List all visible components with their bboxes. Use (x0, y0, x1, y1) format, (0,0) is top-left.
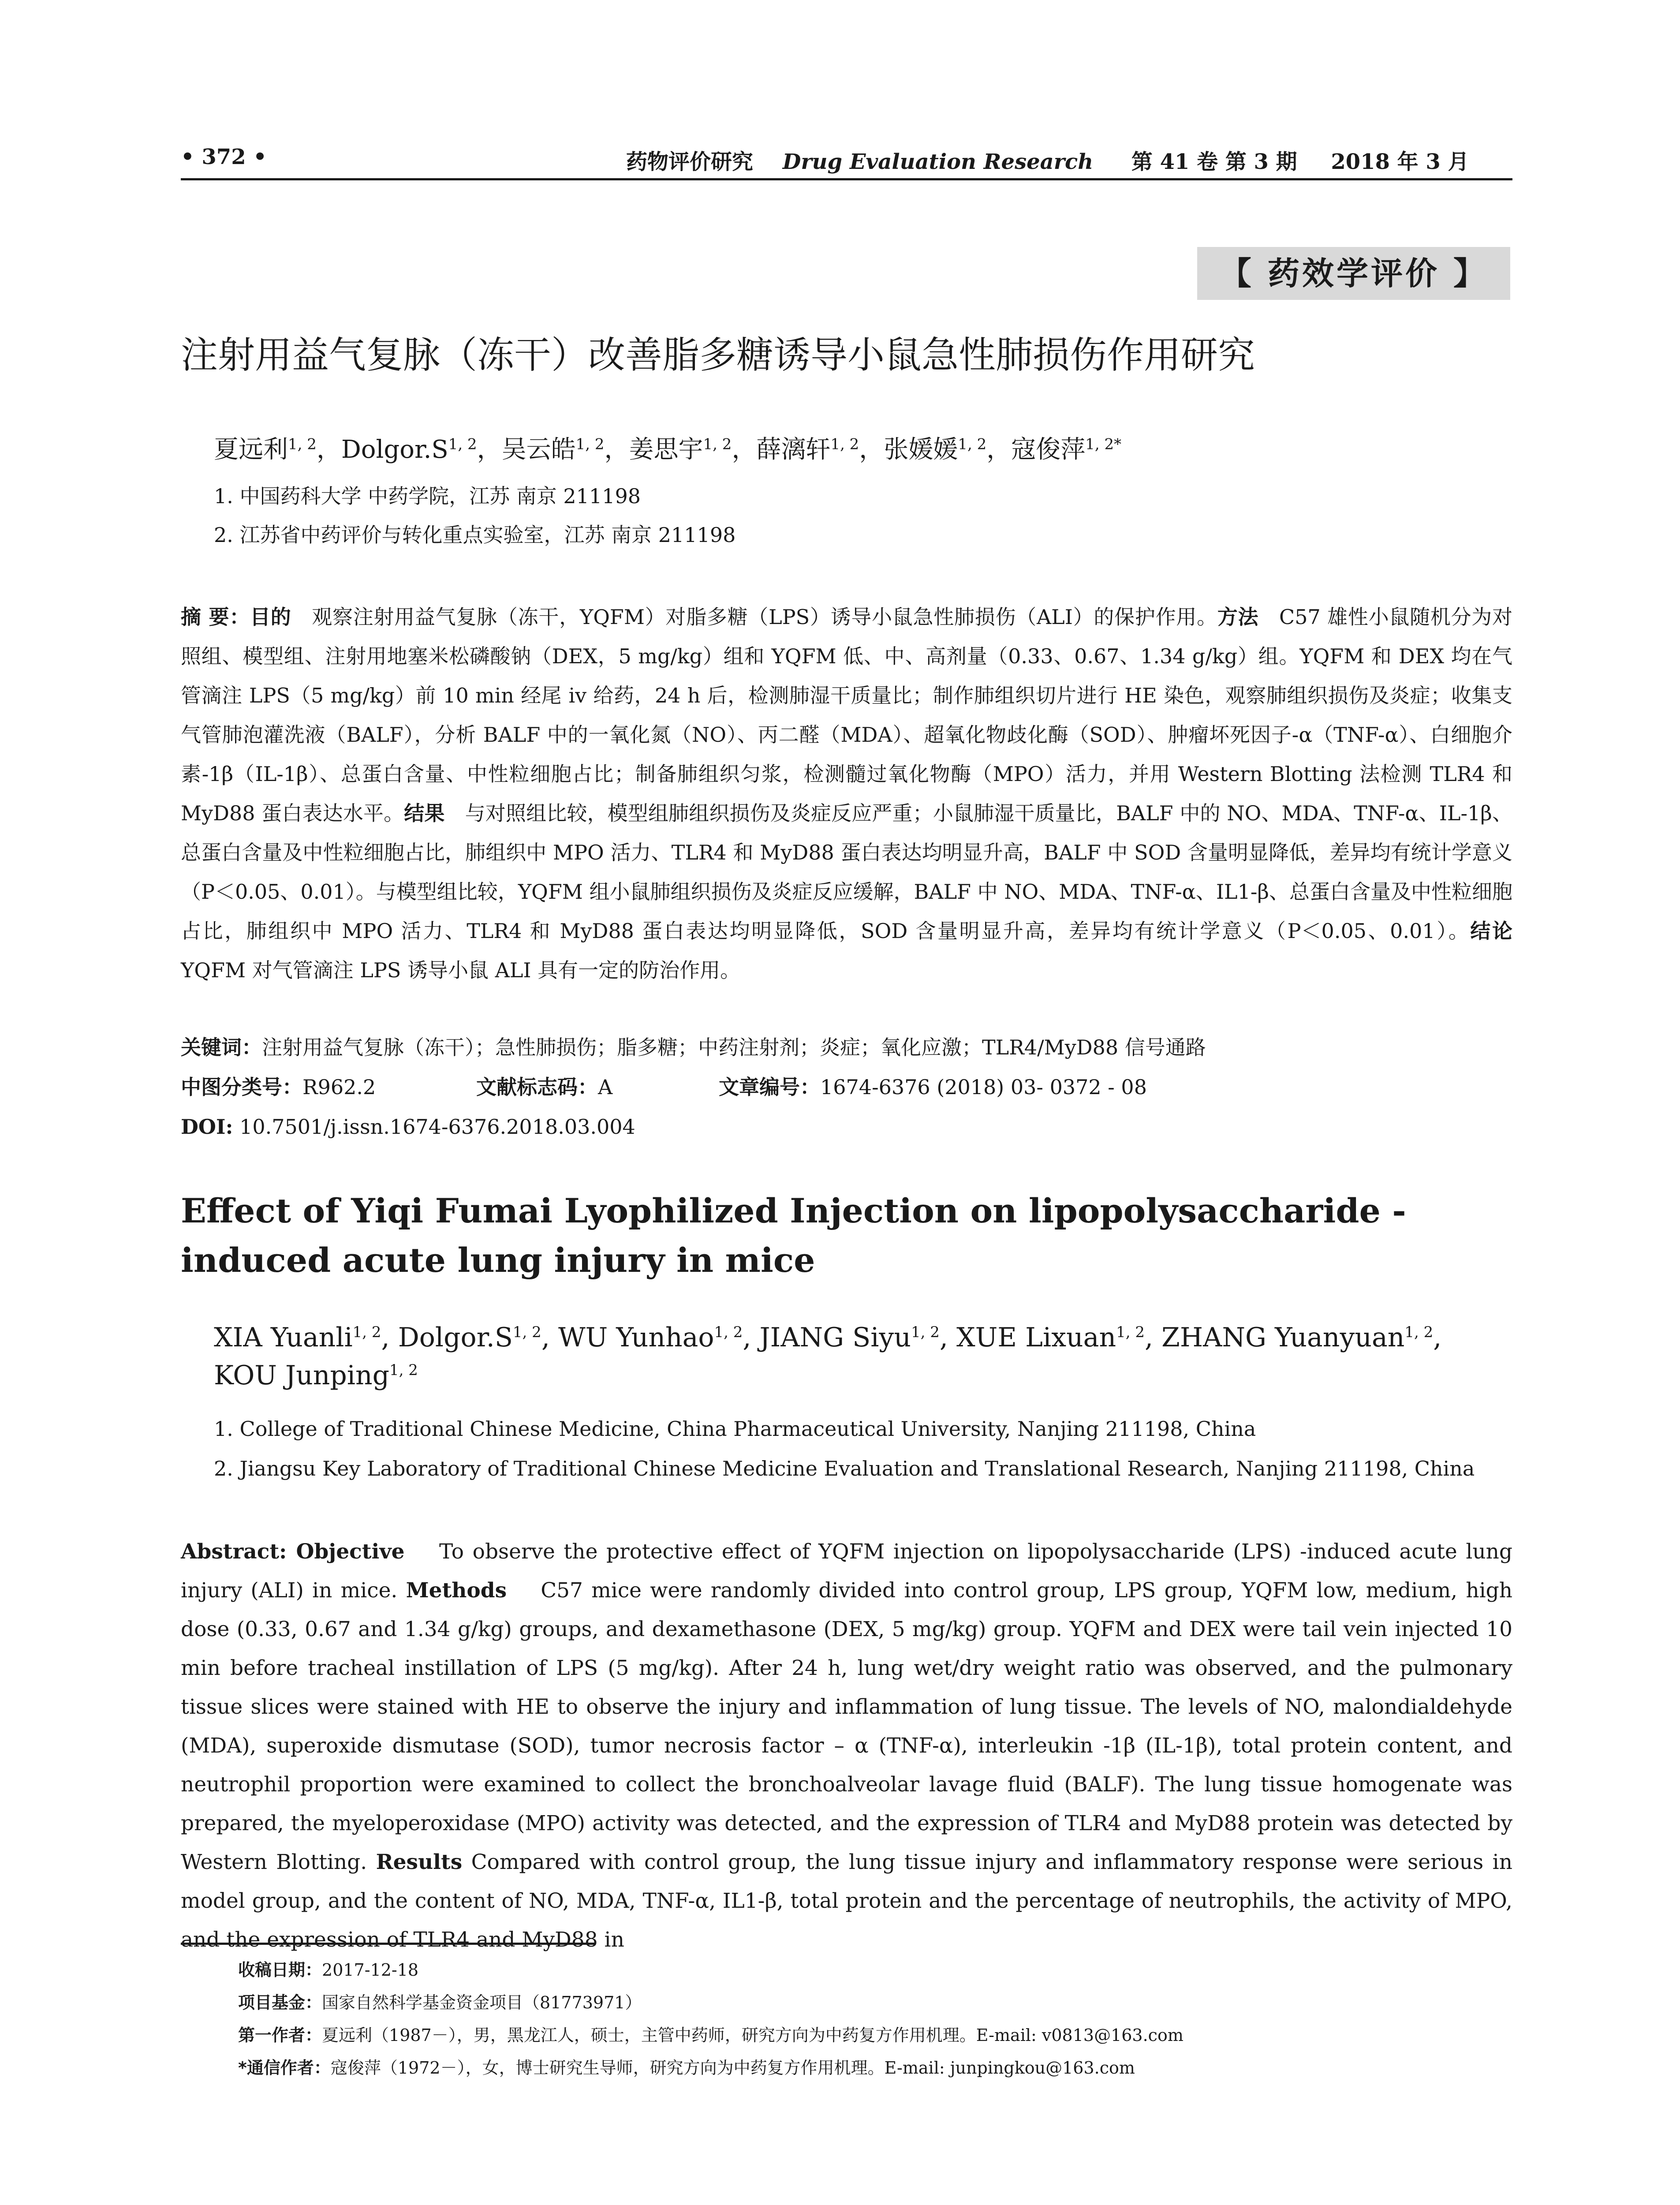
doi-value[interactable]: 10.7501/j.issn.1674-6376.2018.03.004 (239, 1115, 635, 1139)
author-en: WU Yunhao$^{1, 2}$, (558, 1322, 760, 1353)
abstract-en-label: Abstract: (181, 1540, 296, 1564)
objective-en-label: Objective (296, 1540, 405, 1564)
doi-label: DOI: (181, 1115, 233, 1139)
results-en-label: Results (376, 1850, 463, 1874)
author-cn: $Dolgor.S^{1, 2}$， (341, 435, 502, 464)
results-text: 与对照组比较，模型组肺组织损伤及炎症反应严重；小鼠肺湿干质量比，BALF 中的 NO、MDA、TNF-α、IL-1β、总蛋白含量及中性粒细胞占比，肺组织中 MPO 活力、TLR4 和 MyD88 蛋白表达均明显升高，BALF 中 SOD 含量明显降低，差异均有统计学意义（P＜0.05、0.01）。与模型组比较，YQFM 组小鼠肺组织损伤及炎症反应缓解，BALF 中 NO、MDA、TNF-α、IL1-β、总蛋白含量及中性粒细胞占比，肺组织中 MPO 活力、TLR4 和 MyD88 蛋白表达均明显降低，SOD 含量明显升高，差异均有统计学意义（P＜0.05、0.01）。 (181, 801, 1513, 943)
conclusion-label: 结论 (1470, 919, 1513, 943)
footnote-first-author: 第一作者：夏远利（1987－），男，黑龙江人，硕士，主管中药师，研究方向为中药复方作用机理。E-mail: v0813@163.com (238, 2026, 1183, 2045)
footnote-corresponding-author: *通信作者：寇俊萍（1972－），女，博士研究生导师，研究方向为中药复方作用机理。E-mail: junpingkou@163.com (238, 2058, 1135, 2078)
results-label: 结果 (404, 801, 445, 825)
page-number: • 372 • (181, 145, 267, 169)
footnote-funding: 项目基金：国家自然科学基金资金项目（81773971） (238, 1993, 642, 2012)
footnote-received: 收稿日期：2017-12-18 (238, 1960, 419, 1980)
affiliation-en-1: 1. College of Traditional Chinese Medicine, China Pharmaceutical University, Nanjing 211198, China (214, 1417, 1256, 1441)
methods-en-text: C57 mice were randomly divided into control group, LPS group, YQFM low, medium, high dose (0.33, 0.67 and 1.34 g/kg) groups, and dexamethasone (DEX, 5 mg/kg) group. YQFM and DEX were tail vein injected 10 min before tracheal instillation of LPS (5 mg/kg). After 24 h, lung wet/dry weight ratio was observed, and the pulmonary tissue slices were stained with HE to observe the injury and inflammation of lung tissue. The levels of NO, malondialdehyde (MDA), superoxide dismutase (SOD), tumor necrosis factor – α (TNF-α), interleukin -1β (IL-1β), total protein content, and neutrophil proportion were examined to collect the bronchoalveolar lavage fluid (BALF). The lung tissue homogenate was prepared, the myeloperoxidase (MPO) activity was detected, and the expression of TLR4 and MyD88 protein was detected by Western Blotting. (181, 1578, 1512, 1874)
footnotes (238, 1954, 1517, 2084)
affiliation-cn-1: 1. 中国药科大学 中药学院，江苏 南京 211198 (214, 484, 641, 508)
author-cn: 寇俊萍$^{1, 2*}$ (1011, 435, 1122, 464)
journal-name-cn: 药物评价研究 (626, 149, 754, 174)
objective-label: 目的 (250, 605, 291, 629)
journal-issue: 第 41 卷 第 3 期 (1131, 149, 1297, 174)
doc-code: 文献标志码：A (476, 1075, 613, 1099)
abstract-cn-label: 摘 要： (181, 605, 250, 629)
results-en-text: Compared with control group, the lung tissue injury and inflammatory response were serious in model group, and the content of NO, MDA, TNF-α, IL1-β, total protein and the percentage of neutrophils, the activity of MPO, and the expression of TLR4 and MyD88 in (181, 1850, 1512, 1952)
author-en: $Dolgor.S^{1, 2}$, (398, 1322, 558, 1353)
keywords-text: 注射用益气复脉（冻干）；急性肺损伤；脂多糖；中药注射剂；炎症；氧化应激；TLR4/MyD88 信号通路 (262, 1035, 1206, 1059)
objective-text: 观察注射用益气复脉（冻干，YQFM）对脂多糖（LPS）诱导小鼠急性肺损伤（ALI）的保护作用。 (312, 605, 1217, 629)
journal-name-en: Drug Evaluation Research (782, 149, 1094, 174)
author-cn: 夏远利$^{1, 2}$， (214, 435, 341, 464)
authors-cn (214, 430, 1519, 470)
keywords-cn (181, 1032, 1512, 1063)
objective-en-text: To observe the protective effect of YQFM injection on lipopolysaccharide (LPS) -induced acute lung injury (ALI) in mice. (181, 1540, 1512, 1603)
author-en: KOU Junping$^{1, 2}$ (214, 1360, 418, 1391)
abstract-en (181, 1532, 1512, 1959)
author-cn: 薛漓轩$^{1, 2}$， (756, 435, 884, 464)
title-en: Effect of Yiqi Fumai Lyophilized Injection on lipopolysaccharide - induced acute lung injury in mice (181, 1191, 1406, 1280)
classification-line (181, 1072, 1512, 1102)
journal-date: 2018 年 3 月 (1331, 149, 1469, 174)
conclusion-text: YQFM 对气管滴注 LPS 诱导小鼠 ALI 具有一定的防治作用。 (181, 958, 741, 982)
author-en: ZHANG Yuanyuan$^{1, 2}$, (1161, 1322, 1442, 1353)
author-en: XUE Lixuan$^{1, 2}$, (956, 1322, 1162, 1353)
methods-text: C57 雄性小鼠随机分为对照组、模型组、注射用地塞米松磷酸钠（DEX，5 mg/kg）组和 YQFM 低、中、高剂量（0.33、0.67、1.34 g/kg）组。YQFM 和 DEX 均在气管滴注 LPS（5 mg/kg）前 10 min 经尾 iv 给药，24 h 后，检测肺湿干质量比；制作肺组织切片进行 HE 染色，观察肺组织损伤及炎症；收集支气管肺泡灌洗液（BALF），分析 BALF 中的一氧化氮（NO）、丙二醛（MDA）、超氧化物歧化酶（SOD）、肿瘤坏死因子-α（TNF-α）、白细胞介素-1β（IL-1β）、总蛋白含量、中性粒细胞占比；制备肺组织匀浆，检测髓过氧化物酶（MPO）活力，并用 Western Blotting 法检测 TLR4 和 MyD88 蛋白表达水平。 (181, 605, 1513, 825)
author-cn: 张媛媛$^{1, 2}$， (884, 435, 1012, 464)
affiliation-cn-2: 2. 江苏省中药评价与转化重点实验室，江苏 南京 211198 (214, 523, 736, 547)
header-journal-info (626, 145, 1469, 175)
abstract-cn (181, 598, 1512, 990)
clc-code: 中图分类号：R962.2 (181, 1075, 376, 1099)
author-en: XIA Yuanli$^{1, 2}$, (214, 1322, 398, 1353)
author-cn: 姜思宇$^{1, 2}$， (629, 435, 757, 464)
methods-label: 方法 (1217, 605, 1259, 629)
running-header (181, 140, 1512, 180)
keywords-label: 关键词： (181, 1035, 262, 1059)
footnote-divider (181, 1943, 595, 1945)
article-number: 文章编号：1674-6376 (2018) 03- 0372 - 08 (719, 1075, 1147, 1099)
title-cn: 注射用益气复脉（冻干）改善脂多糖诱导小鼠急性肺损伤作用研究 (181, 333, 1255, 377)
author-en: JIANG Siyu$^{1, 2}$, (759, 1322, 957, 1353)
authors-en (214, 1319, 1519, 1394)
methods-en-label: Methods (406, 1578, 507, 1603)
affiliation-en-2: 2. Jiangsu Key Laboratory of Traditional Chinese Medicine Evaluation and Translational Research, Nanjing 211198, China (214, 1457, 1475, 1480)
section-tag: 【 药效学评价 】 (1197, 247, 1510, 300)
author-cn: 吴云皓$^{1, 2}$， (501, 435, 629, 464)
doi-line (181, 1111, 1512, 1142)
